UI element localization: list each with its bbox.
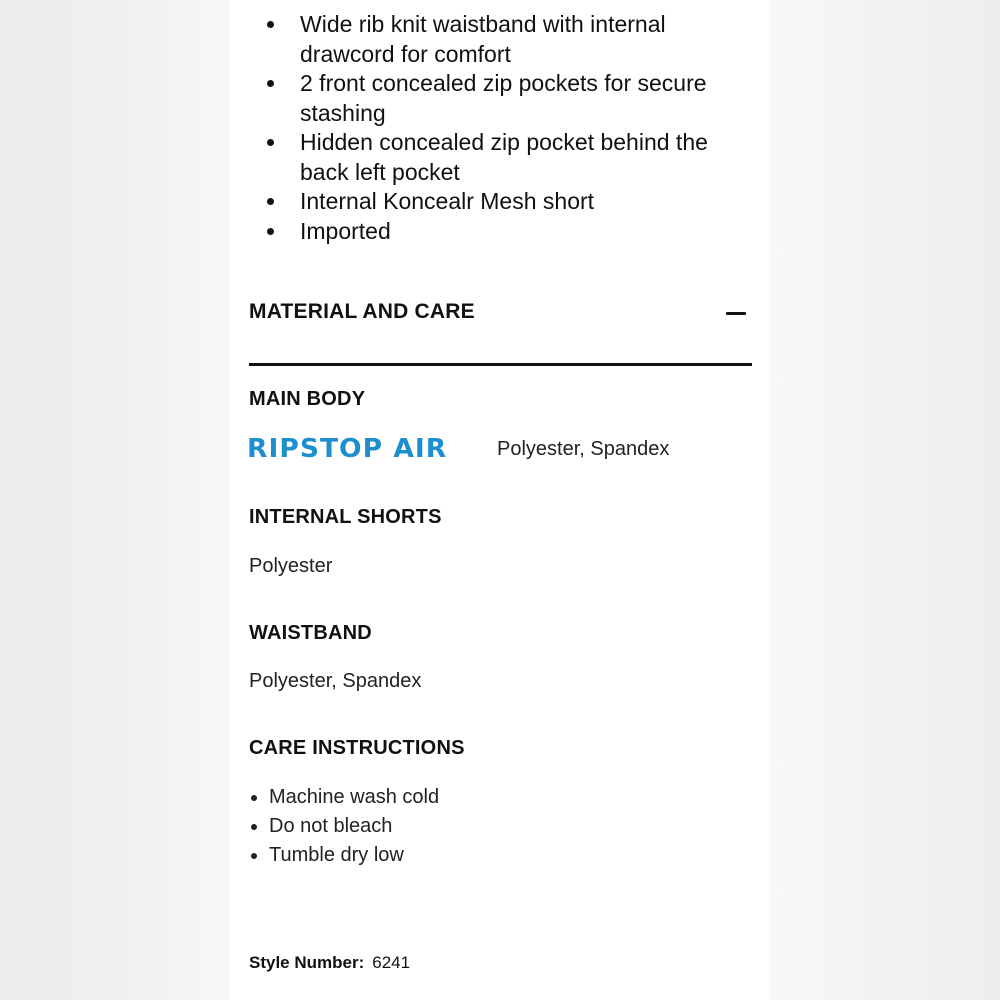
list-item: • Do not bleach [269,812,439,841]
product-details-panel [230,0,770,1000]
ripstop-air-logo: RIPSTOP AIR [247,434,448,464]
main-body-value: Polyester, Spandex [497,438,670,460]
list-item: • 2 front concealed zip pockets for secure stashing [288,69,758,128]
style-number-label: Style Number: [249,953,365,972]
care-instructions-label: CARE INSTRUCTIONS [249,737,465,759]
internal-shorts-value: Polyester [249,555,333,577]
care-instructions-list [249,783,439,870]
minus-icon[interactable] [726,312,746,315]
list-item: • Hidden concealed zip pocket behind the back left pocket [288,128,758,187]
background-left [0,0,230,1000]
features-list [268,10,758,246]
list-item: • Internal Koncealr Mesh short [288,187,758,217]
internal-shorts-label: INTERNAL SHORTS [249,506,442,528]
waistband-value: Polyester, Spandex [249,670,422,692]
list-item: • Machine wash cold [269,783,439,812]
style-number-value: 6241 [372,953,411,972]
waistband-label: WAISTBAND [249,622,372,644]
style-number [249,953,410,973]
section-title: MATERIAL AND CARE [249,300,475,323]
main-body-label: MAIN BODY [249,388,366,410]
material-and-care-header[interactable] [249,296,752,366]
background-right [770,0,1000,1000]
list-item: • Imported [288,217,758,247]
list-item: • Tumble dry low [269,841,439,870]
list-item: • Wide rib knit waistband with internal drawcord for comfort [288,10,758,69]
